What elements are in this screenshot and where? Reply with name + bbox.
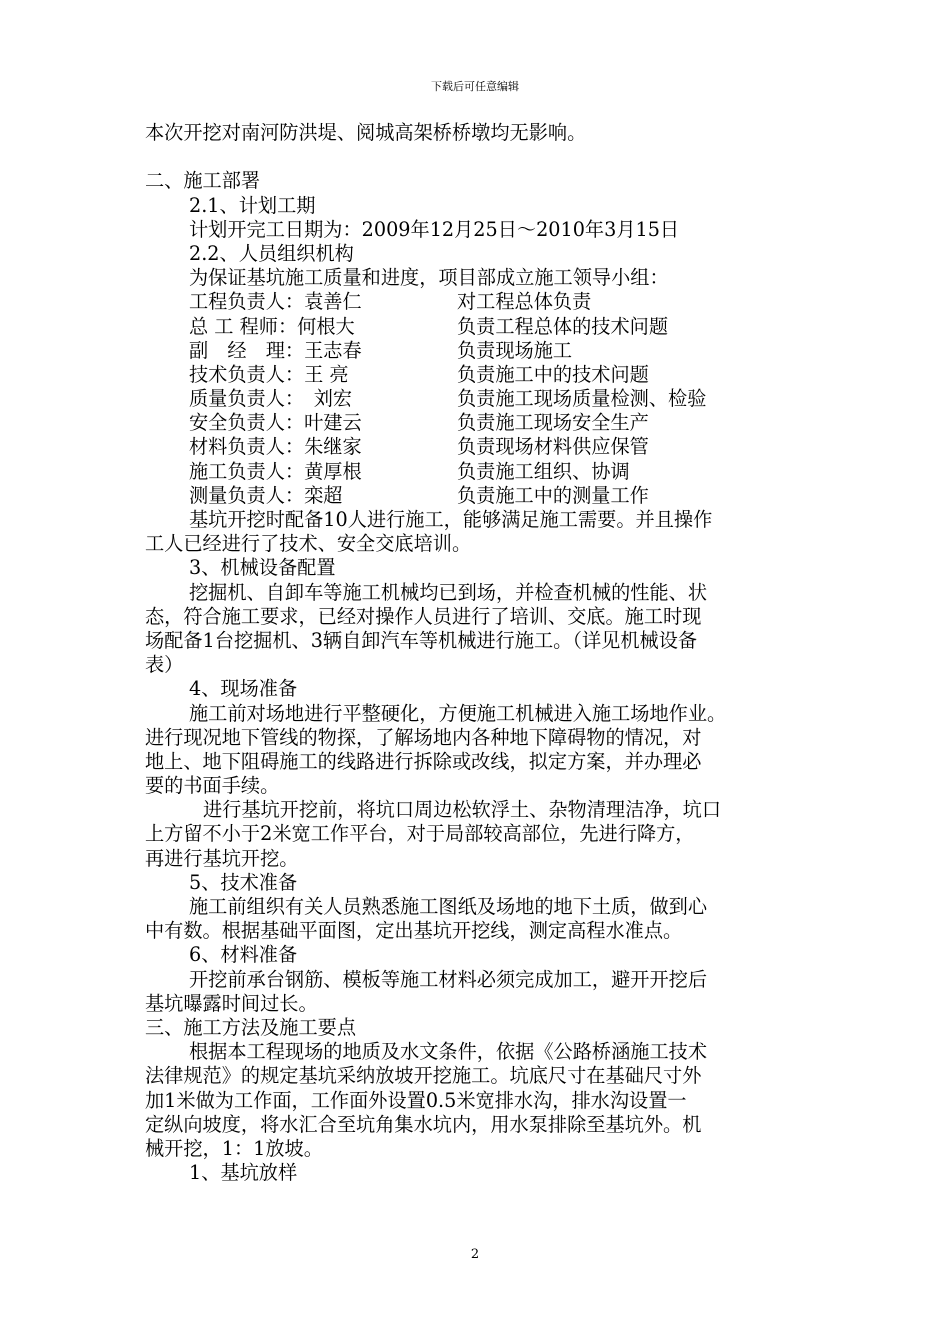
- staff-role: 材料负责人：朱继家: [189, 435, 362, 459]
- paragraph-line: 要的书面手续。: [145, 774, 280, 798]
- staff-row: [145, 435, 825, 459]
- paragraph-line: 地上、地下阻碍施工的线路进行拆除或改线，拟定方案，并办理必: [145, 749, 702, 773]
- paragraph-line: 本次开挖对南河防洪堤、阅城高架桥桥墩均无影响。: [145, 121, 587, 144]
- paragraph-line: 基坑开挖时配备10人进行施工，能够满足施工需要。并且操作: [189, 508, 713, 531]
- paragraph-line: 定纵向坡度，将水汇合至坑角集水坑内，用水泵排除至基坑外。机: [145, 1112, 702, 1136]
- paragraph-line: 开挖前承台钢筋、模板等施工材料必须完成加工，避开开挖后: [189, 967, 708, 991]
- paragraph-line: 中有数。根据基础平面图，定出基坑开挖线，测定高程水准点。: [145, 919, 683, 943]
- staff-role: 总 工 程师：何根大: [189, 314, 355, 338]
- staff-duty: 负责施工组织、协调: [457, 459, 630, 483]
- page-number: 2: [470, 1247, 480, 1262]
- staff-role: 质量负责人： 刘宏: [189, 387, 353, 411]
- staff-row: [145, 339, 825, 363]
- staff-role: 副 经 理：王志春: [189, 338, 362, 362]
- paragraph-line: 施工前对场地进行平整硬化，方便施工机械进入施工场地作业。: [189, 701, 727, 725]
- paragraph-line: 态，符合施工要求，已经对操作人员进行了培训、交底。施工时现: [145, 604, 702, 628]
- paragraph-line: 进行现况地下管线的物探，了解场地内各种地下障碍物的情况，对: [145, 725, 702, 749]
- staff-duty: 对工程总体负责: [457, 290, 592, 314]
- subsection-heading: 5、技术准备: [189, 870, 298, 894]
- paragraph-line: 施工前组织有关人员熟悉施工图纸及场地的地下土质，做到心: [189, 895, 708, 918]
- paragraph-line: 计划开完工日期为：2009年12月25日～2010年3月15日: [189, 217, 680, 241]
- staff-duty: 负责施工现场安全生产: [457, 411, 649, 435]
- paragraph-line: 再进行基坑开挖。: [145, 846, 299, 870]
- subsection-heading: 2.1、计划工期: [189, 193, 316, 217]
- staff-role: 技术负责人：王 亮: [189, 362, 349, 386]
- staff-role: 工程负责人：袁善仁: [189, 290, 362, 314]
- staff-duty: 负责现场材料供应保管: [457, 435, 649, 459]
- staff-duty: 负责施工中的技术问题: [457, 362, 649, 386]
- staff-role: 测量负责人：栾超: [189, 483, 343, 507]
- staff-row: [145, 460, 825, 484]
- blank-line: [145, 145, 825, 169]
- section-heading: 二、施工部署: [145, 169, 261, 193]
- paragraph-line: 场配备1台挖掘机、3辆自卸汽车等机械进行施工。（详见机械设备: [145, 628, 698, 652]
- paragraph-line: 上方留不小于2米宽工作平台，对于局部较高部位，先进行降方，: [145, 822, 695, 846]
- staff-role: 安全负责人：叶建云: [189, 411, 362, 435]
- paragraph-line: 法律规范》的规定基坑采纳放坡开挖施工。坑底尺寸在基础尺寸外: [145, 1064, 702, 1088]
- staff-duty: 负责现场施工: [457, 338, 573, 362]
- staff-row: [145, 363, 825, 387]
- subsection-heading: 2.2、人员组织机构: [189, 241, 354, 265]
- paragraph-line: 为保证基坑施工质量和进度，项目部成立施工领导小组：: [189, 266, 669, 290]
- staff-row: [145, 315, 825, 339]
- paragraph-line: 械开挖，1：1放坡。: [145, 1136, 323, 1160]
- paragraph-line: 工人已经进行了技术、安全交底培训。: [145, 532, 472, 556]
- staff-duty: 负责施工现场质量检测、检验: [457, 387, 707, 411]
- staff-role: 施工负责人：黄厚根: [189, 459, 362, 483]
- staff-duty: 负责工程总体的技术问题: [457, 314, 669, 338]
- section-heading: 三、施工方法及施工要点: [145, 1015, 357, 1039]
- staff-row: [145, 290, 825, 314]
- paragraph-line: 表）: [145, 653, 184, 677]
- page-header: 下载后可任意编辑: [431, 80, 519, 93]
- subsection-heading: 6、材料准备: [189, 943, 298, 967]
- staff-row: [145, 387, 825, 411]
- paragraph-line: 挖掘机、自卸车等施工机械均已到场，并检查机械的性能、状: [189, 580, 708, 604]
- paragraph-line: 基坑曝露时间过长。: [145, 991, 318, 1015]
- staff-row: [145, 411, 825, 435]
- subsection-heading: 4、现场准备: [189, 677, 298, 701]
- document-body: [145, 121, 825, 1185]
- subsection-heading: 3、机械设备配置: [189, 556, 336, 580]
- paragraph-line: 根据本工程现场的地质及水文条件，依据《公路桥涵施工技术: [189, 1040, 708, 1064]
- staff-row: [145, 484, 825, 508]
- staff-duty: 负责施工中的测量工作: [457, 483, 649, 507]
- paragraph-line: 加1米做为工作面，工作面外设置0.5米宽排水沟，排水沟设置一: [145, 1088, 687, 1112]
- subsection-heading: 1、基坑放样: [189, 1161, 298, 1185]
- paragraph-line: 进行基坑开挖前，将坑口周边松软浮土、杂物清理洁净，坑口: [203, 798, 722, 822]
